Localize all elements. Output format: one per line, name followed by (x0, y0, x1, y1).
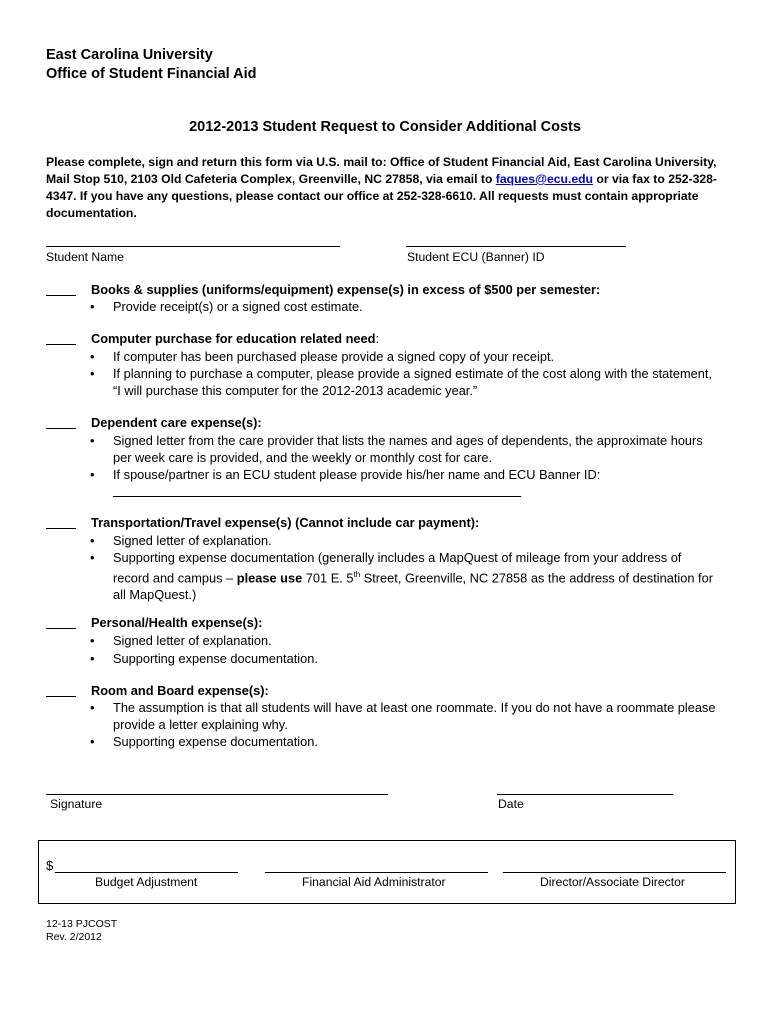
director-label: Director/Associate Director (540, 875, 685, 889)
bullet-item (90, 532, 733, 549)
bullet-item (90, 632, 733, 649)
section-personal-health-title: Personal/Health expense(s): (91, 615, 263, 630)
bullet-item (90, 348, 733, 365)
bullet-text: The assumption is that all students will have at least one roommate. If you do not have a roommate please provide a letter explaining why. (113, 700, 716, 732)
bullet-icon: • (90, 533, 95, 548)
form-title: 2012-2013 Student Request to Consider Additional Costs (189, 119, 581, 135)
bullet-icon: • (90, 349, 95, 364)
spouse-id-line[interactable] (113, 496, 521, 497)
bullet-text: If computer has been purchased please provide a signed copy of your receipt. (113, 349, 555, 364)
student-id-line[interactable] (406, 246, 626, 247)
section-dependent-care-title: Dependent care expense(s): (91, 415, 262, 430)
budget-adjustment-line[interactable] (55, 872, 238, 873)
bullet-icon: • (90, 651, 95, 666)
section-books-title: Books & supplies (uniforms/equipment) expense(s) in excess of $500 per semester: (91, 282, 601, 297)
bullet-text: Supporting expense documentation. (113, 651, 318, 666)
signature-line[interactable] (46, 794, 388, 795)
bullet-text: Supporting expense documentation (generally includes a MapQuest of mileage from your address of record and campus – (113, 550, 682, 586)
checkbox-room-board[interactable] (46, 682, 76, 697)
bullet-text: 701 E. 5 (302, 570, 354, 586)
bullet-icon: • (90, 299, 95, 314)
bullet-text: Supporting expense documentation. (113, 734, 318, 749)
budget-adjustment-label: Budget Adjustment (95, 875, 198, 889)
checkbox-computer[interactable] (46, 330, 76, 345)
bullet-icon: • (90, 734, 95, 749)
bullet-item (90, 432, 723, 466)
bullet-icon: • (90, 366, 95, 381)
bullet-item (90, 549, 718, 603)
instructions-text-1: Please complete, sign and return this form via U.S. mail to: Office of Student Financial Aid, East Carolina University, Mail Stop 510, 2103 Old Cafeteria Complex, Greenville, NC 27858, via email to (46, 155, 717, 186)
director-line[interactable] (503, 872, 726, 873)
section-transportation-title: Transportation/Travel expense(s) (Cannot include car payment): (91, 515, 480, 530)
bullet-text: Signed letter of explanation. (113, 533, 272, 548)
administrator-line[interactable] (265, 872, 488, 873)
bullet-icon: • (90, 633, 95, 648)
university-name: East Carolina University (46, 47, 213, 63)
bullet-text-bold: please use (236, 570, 303, 586)
bullet-item (90, 466, 733, 483)
bullet-item (90, 650, 733, 667)
student-id-label: Student ECU (Banner) ID (407, 250, 545, 264)
email-link[interactable]: faques@ecu.edu (495, 172, 594, 186)
bullet-text: Provide receipt(s) or a signed cost estimate. (113, 299, 363, 314)
student-name-line[interactable] (46, 246, 340, 247)
date-line[interactable] (497, 794, 673, 795)
bullet-text: If planning to purchase a computer, please provide a signed estimate of the cost along with the statement, “I will purchase this computer for the 2012-2013 academic year.” (113, 366, 712, 398)
date-label: Date (498, 797, 524, 811)
section-computer-title-text: Computer purchase for education related need (91, 331, 376, 346)
bullet-icon: • (90, 700, 95, 715)
checkbox-personal-health[interactable] (46, 614, 76, 629)
bullet-icon: • (90, 550, 95, 565)
section-room-board-title: Room and Board expense(s): (91, 683, 269, 698)
bullet-text: Signed letter of explanation. (113, 633, 272, 648)
bullet-item (90, 733, 733, 750)
student-name-label: Student Name (46, 250, 124, 264)
signature-label: Signature (50, 797, 103, 811)
bullet-text: If spouse/partner is an ECU student please provide his/her name and ECU Banner ID: (113, 467, 601, 482)
bullet-text: Signed letter from the care provider that lists the names and ages of dependents, the approximate hours per week care is provided, and the weekly or monthly cost for care. (113, 433, 703, 465)
bullet-icon: • (90, 467, 95, 482)
section-computer-colon: : (375, 331, 379, 346)
bullet-icon: • (90, 433, 95, 448)
office-name: Office of Student Financial Aid (46, 66, 257, 82)
checkbox-dependent-care[interactable] (46, 414, 76, 429)
bullet-item (90, 365, 713, 399)
form-revision: Rev. 2/2012 (46, 931, 102, 943)
section-computer-title (91, 331, 379, 346)
bullet-item (90, 298, 733, 315)
bullet-text-sup: th (353, 570, 361, 579)
checkbox-books[interactable] (46, 281, 76, 296)
instructions-text-2: or via fax to 252-328-4347. If you have any questions, please contact our office at 252-328-6610. All requests must contain appropriate documentation. (46, 172, 717, 220)
form-code: 12-13 PJCOST (46, 918, 118, 930)
dollar-sign: $ (46, 858, 54, 873)
checkbox-transportation[interactable] (46, 514, 76, 529)
administrator-label: Financial Aid Administrator (302, 875, 446, 889)
bullet-item (90, 699, 733, 733)
bullet-text: Street, Greenville, NC 27858 as the address of destination for all MapQuest.) (113, 570, 713, 603)
instructions (46, 154, 736, 222)
